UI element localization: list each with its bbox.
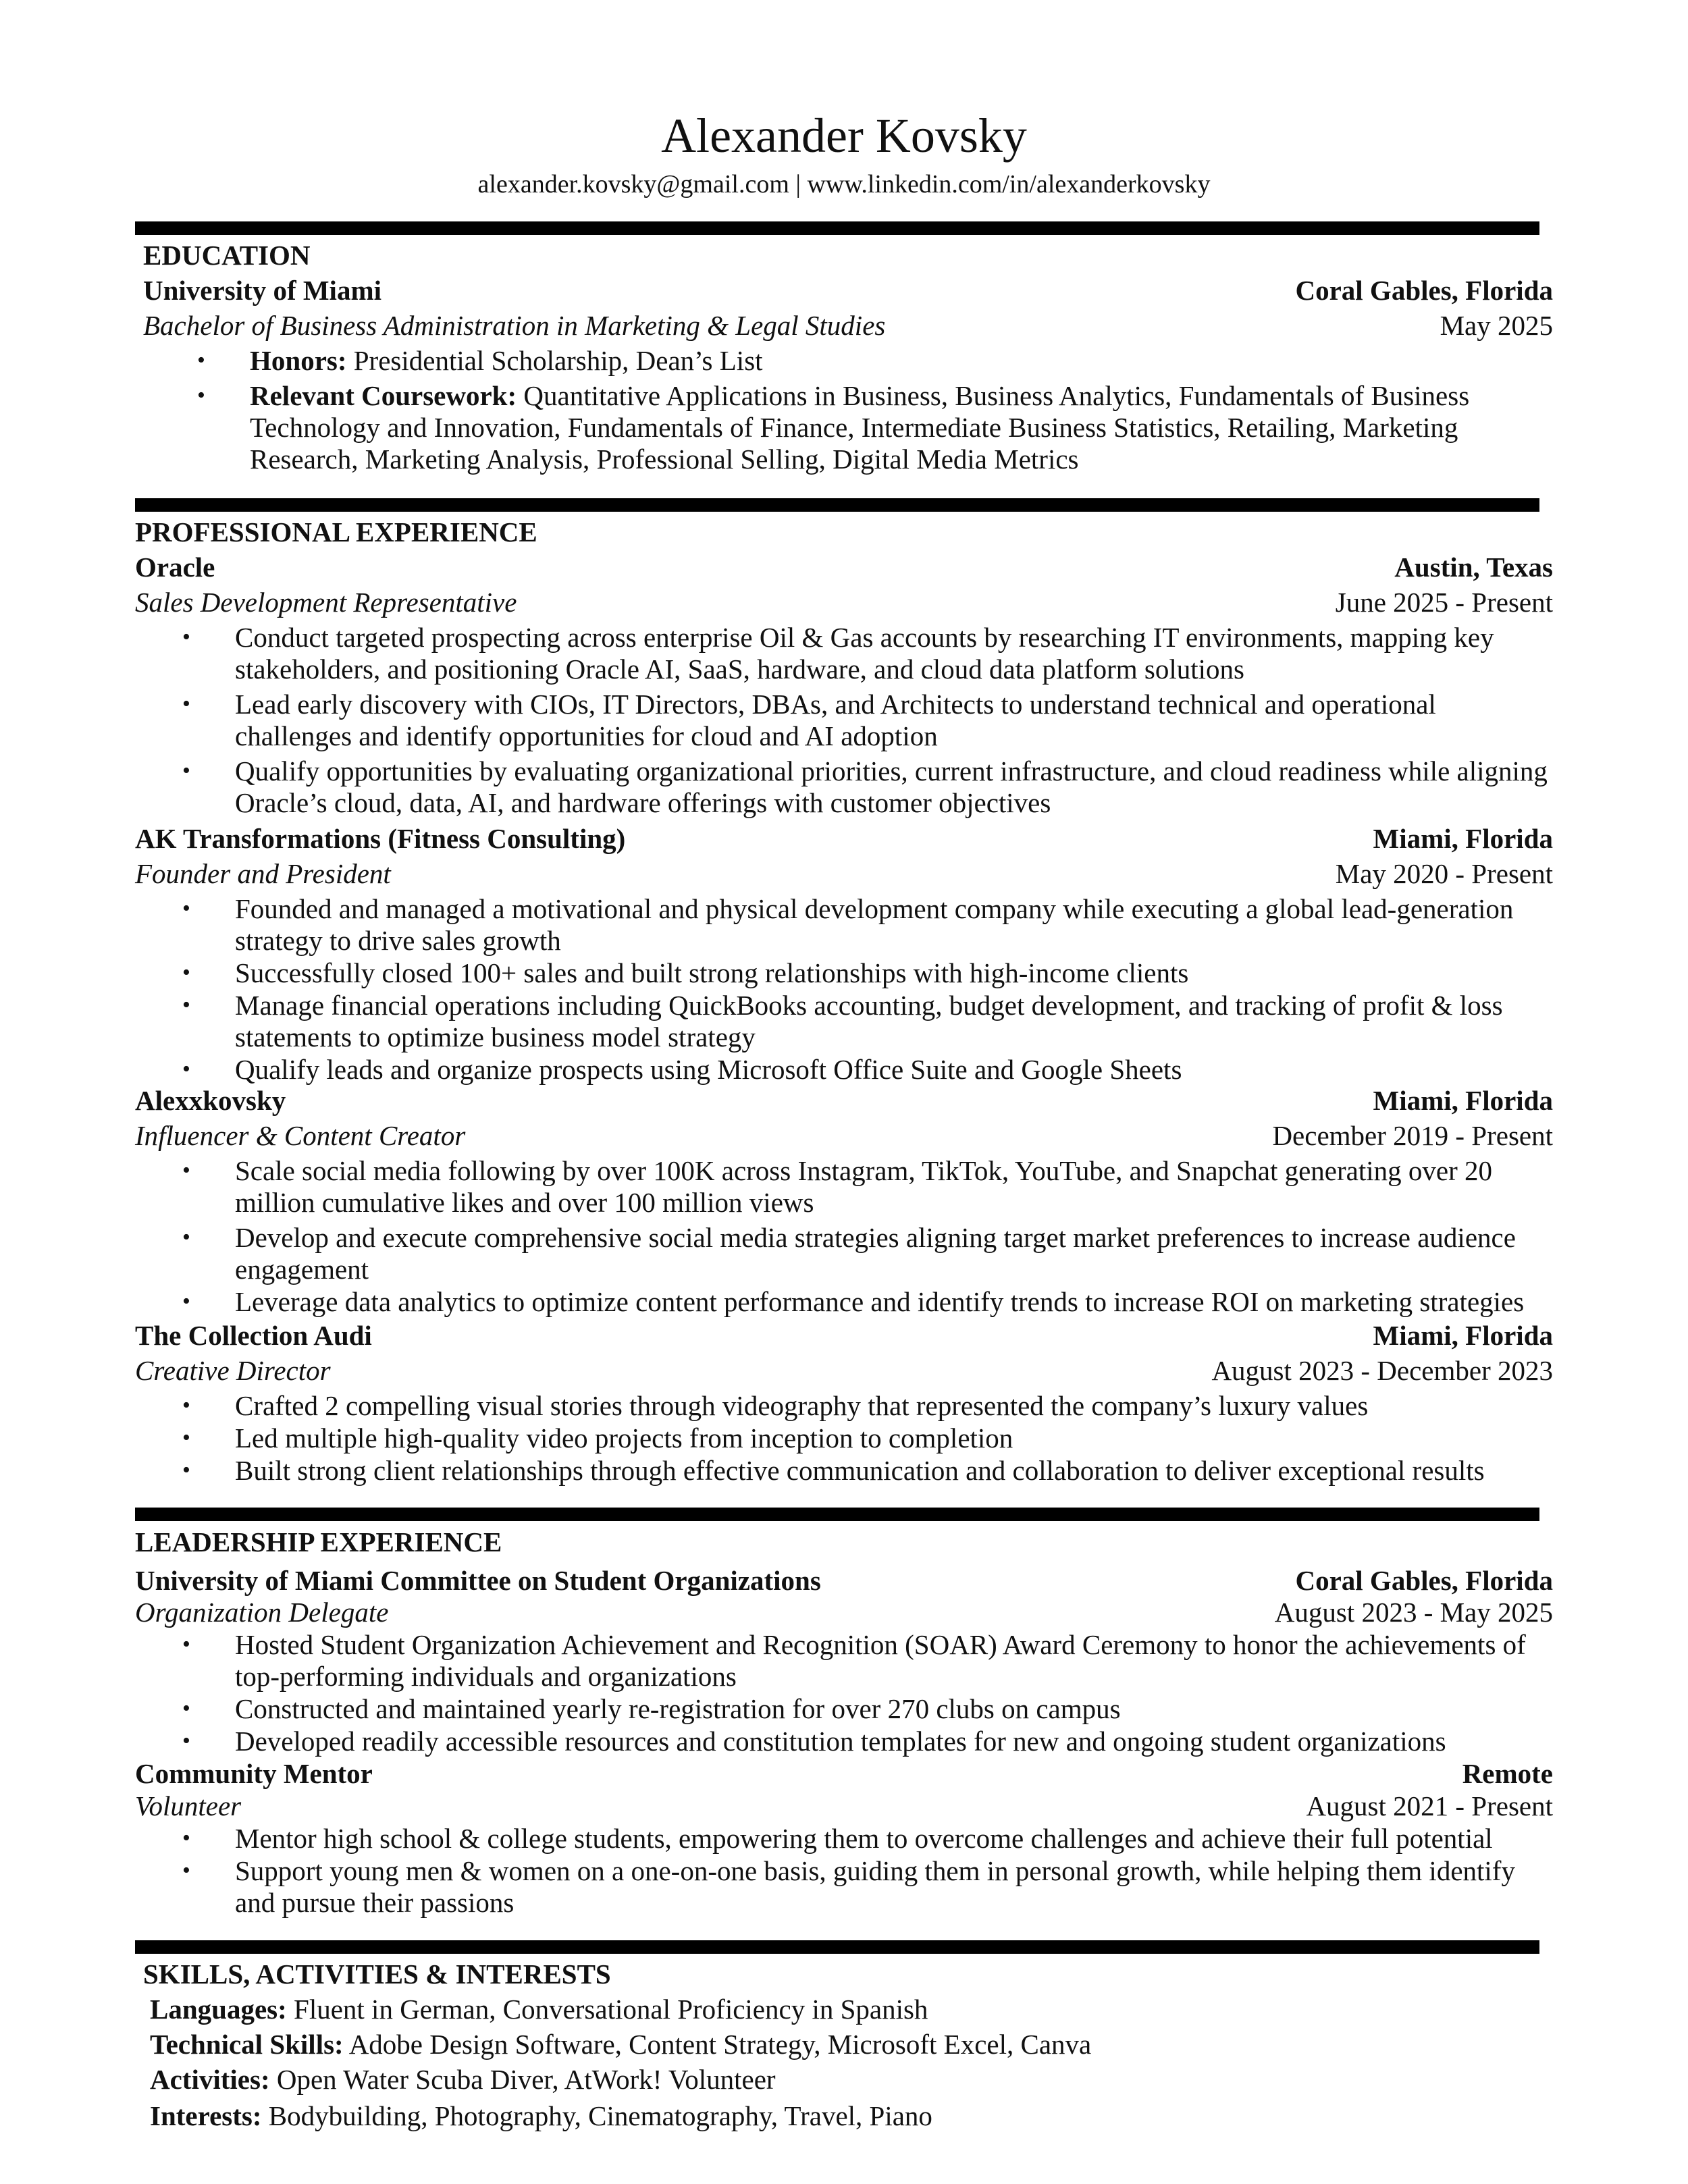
bullet-text: strategy to drive sales growth — [235, 925, 561, 956]
bullet-icon: • — [182, 1393, 190, 1418]
job-date: December 2019 - Present — [1272, 1120, 1553, 1151]
job-org: The Collection Audi — [135, 1320, 372, 1351]
bullet-text: and pursue their passions — [235, 1887, 515, 1918]
bullet-text: challenges and identify opportunities for cloud and AI adoption — [235, 720, 938, 751]
honors-label: Honors: — [250, 345, 347, 376]
role-title: Volunteer — [135, 1790, 242, 1821]
bullet-icon: • — [182, 960, 190, 985]
bullet-text: Lead early discovery with CIOs, IT Directors, DBAs, and Architects to understand technical and operational — [235, 689, 1436, 720]
bullet-text: Qualify opportunities by evaluating organizational priorities, current infrastructure, and cloud readiness while aligning — [235, 755, 1548, 787]
bullet-text: Develop and execute comprehensive social media strategies aligning target market preferences to increase audience — [235, 1222, 1516, 1253]
bullet-text: Support young men & women on a one-on-one basis, guiding them in personal growth, while helping them identify — [235, 1855, 1515, 1886]
job-date: August 2023 - December 2023 — [1211, 1355, 1553, 1386]
role-location: Coral Gables, Florida — [1295, 1565, 1553, 1596]
bullet-icon: • — [182, 1696, 190, 1721]
coursework-text: Quantitative Applications in Business, Business Analytics, Fundamentals of Business — [517, 380, 1470, 411]
bullet-text: Scale social media following by over 100K across Instagram, TikTok, YouTube, and Snapchat generating over 20 — [235, 1155, 1492, 1186]
bullet-icon: • — [182, 1289, 190, 1314]
skills-row — [150, 2027, 1091, 2062]
skill-value: Fluent in German, Conversational Proficiency in Spanish — [286, 1994, 928, 2025]
skill-label: Activities: — [150, 2064, 270, 2095]
job-location: Miami, Florida — [1373, 823, 1553, 854]
bullet-icon: • — [182, 1057, 190, 1082]
job-org: AK Transformations (Fitness Consulting) — [135, 823, 626, 854]
bullet-text: Successfully closed 100+ sales and built strong relationships with high-income clients — [235, 957, 1189, 988]
bullet-icon: • — [182, 1728, 190, 1753]
degree: Bachelor of Business Administration in Marketing & Legal Studies — [143, 310, 886, 341]
bullet-icon: • — [182, 896, 190, 921]
section-rule — [135, 221, 1539, 235]
bullet-icon: • — [182, 1826, 190, 1850]
coursework-text: Research, Marketing Analysis, Professional Selling, Digital Media Metrics — [250, 444, 1079, 475]
leadership-heading: LEADERSHIP EXPERIENCE — [135, 1526, 502, 1557]
bullet-icon: • — [182, 758, 190, 783]
role-date: August 2021 - Present — [1306, 1790, 1553, 1821]
skills-heading: SKILLS, ACTIVITIES & INTERESTS — [143, 1959, 611, 1990]
section-rule — [135, 498, 1539, 512]
skill-label: Languages: — [150, 1994, 287, 2025]
bullet-text: Constructed and maintained yearly re-registration for over 270 clubs on campus — [235, 1693, 1121, 1724]
education-heading: EDUCATION — [143, 240, 311, 271]
contact-line: alexander.kovsky@gmail.com | www.linkedin.com/in/alexanderkovsky — [477, 170, 1211, 198]
bullet-text: Led multiple high-quality video projects from inception to completion — [235, 1422, 1013, 1454]
bullet-text: Mentor high school & college students, empowering them to overcome challenges and achieve their full potential — [235, 1823, 1493, 1854]
job-title: Founder and President — [135, 858, 391, 889]
honors-line — [250, 343, 763, 378]
bullet-icon: • — [182, 1425, 190, 1450]
job-location: Miami, Florida — [1373, 1085, 1553, 1116]
skill-value: Adobe Design Software, Content Strategy, Microsoft Excel, Canva — [343, 2029, 1092, 2060]
bullet-text: Qualify leads and organize prospects using Microsoft Office Suite and Google Sheets — [235, 1054, 1182, 1085]
bullet-text: engagement — [235, 1254, 369, 1285]
skill-value: Open Water Scuba Diver, AtWork! Volunteer — [269, 2064, 776, 2095]
candidate-name: Alexander Kovsky — [661, 109, 1027, 163]
job-location: Miami, Florida — [1373, 1320, 1553, 1351]
school-name: University of Miami — [143, 275, 381, 306]
bullet-text: Manage financial operations including QuickBooks accounting, budget development, and tracking of profit & loss — [235, 990, 1503, 1021]
skill-label: Interests: — [150, 2100, 262, 2131]
school-location: Coral Gables, Florida — [1295, 275, 1553, 306]
graduation-date: May 2025 — [1440, 310, 1553, 341]
skills-row — [150, 1992, 928, 2027]
job-location: Austin, Texas — [1394, 552, 1553, 583]
job-date: June 2025 - Present — [1335, 587, 1553, 618]
bullet-icon: • — [197, 348, 205, 373]
bullet-text: Built strong client relationships through effective communication and collaboration to deliver exceptional results — [235, 1455, 1485, 1486]
role-org: University of Miami Committee on Student Organizations — [135, 1565, 821, 1596]
professional-heading: PROFESSIONAL EXPERIENCE — [135, 516, 537, 548]
job-date: May 2020 - Present — [1335, 858, 1553, 889]
job-title: Influencer & Content Creator — [135, 1120, 466, 1151]
coursework-line — [250, 378, 1469, 413]
bullet-text: statements to optimize business model strategy — [235, 1021, 756, 1053]
bullet-text: million cumulative likes and over 100 million views — [235, 1187, 814, 1218]
skills-row — [150, 2062, 776, 2097]
coursework-text: Technology and Innovation, Fundamentals of Finance, Intermediate Business Statistics, Retailing, Marketing — [250, 412, 1458, 443]
bullet-icon: • — [182, 1458, 190, 1483]
bullet-text: Conduct targeted prospecting across enterprise Oil & Gas accounts by researching IT environments, mapping key — [235, 622, 1494, 653]
bullet-icon: • — [182, 1225, 190, 1250]
bullet-icon: • — [182, 1858, 190, 1883]
bullet-icon: • — [197, 383, 205, 408]
job-org: Alexxkovsky — [135, 1085, 286, 1116]
bullet-icon: • — [182, 624, 190, 649]
job-title: Creative Director — [135, 1355, 331, 1386]
bullet-text: Hosted Student Organization Achievement and Recognition (SOAR) Award Ceremony to honor the achievements of — [235, 1629, 1526, 1660]
bullet-text: Developed readily accessible resources and constitution templates for new and ongoing student organizations — [235, 1726, 1446, 1757]
role-org: Community Mentor — [135, 1758, 373, 1789]
role-date: August 2023 - May 2025 — [1274, 1597, 1553, 1628]
bullet-text: Crafted 2 compelling visual stories through videography that represented the company’s luxury values — [235, 1390, 1369, 1421]
role-title: Organization Delegate — [135, 1597, 389, 1628]
job-org: Oracle — [135, 552, 215, 583]
skill-value: Bodybuilding, Photography, Cinematography, Travel, Piano — [261, 2100, 932, 2131]
bullet-text: Leverage data analytics to optimize content performance and identify trends to increase ROI on marketing strategies — [235, 1286, 1525, 1317]
bullet-text: top-performing individuals and organizations — [235, 1661, 737, 1692]
section-rule — [135, 1940, 1539, 1954]
section-rule — [135, 1508, 1539, 1521]
bullet-text: Founded and managed a motivational and physical development company while executing a global lead-generation — [235, 893, 1514, 924]
job-title: Sales Development Representative — [135, 587, 517, 618]
bullet-text: stakeholders, and positioning Oracle AI, SaaS, hardware, and cloud data platform solutions — [235, 654, 1244, 685]
bullet-icon: • — [182, 691, 190, 716]
skill-label: Technical Skills: — [150, 2029, 344, 2060]
skills-row — [150, 2098, 932, 2133]
bullet-icon: • — [182, 992, 190, 1017]
role-location: Remote — [1462, 1758, 1553, 1789]
bullet-icon: • — [182, 1632, 190, 1657]
coursework-label: Relevant Coursework: — [250, 380, 517, 411]
honors-text: Presidential Scholarship, Dean’s List — [346, 345, 763, 376]
bullet-text: Oracle’s cloud, data, AI, and hardware offerings with customer objectives — [235, 787, 1051, 818]
bullet-icon: • — [182, 1158, 190, 1183]
